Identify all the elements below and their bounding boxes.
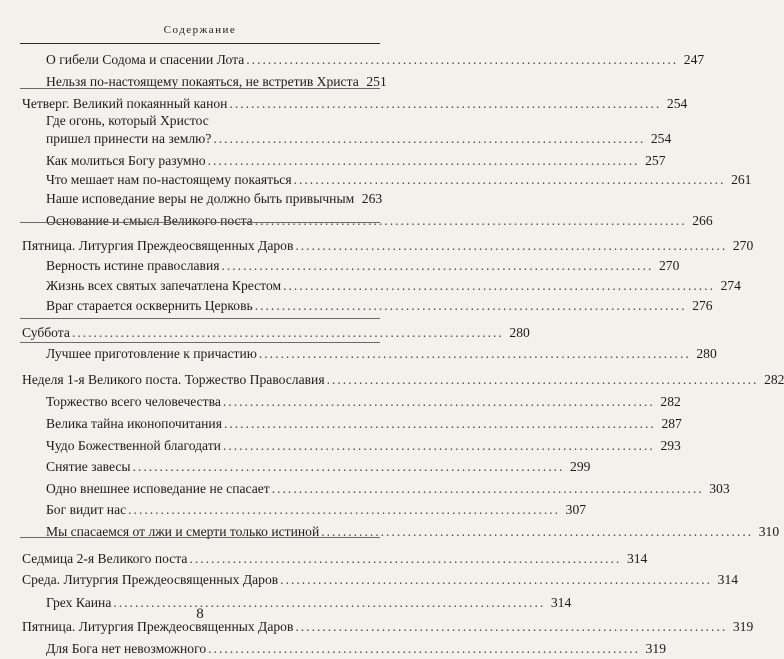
toc-subentry <box>0 479 730 499</box>
toc-leader-dots: ................................................................................ <box>254 213 687 228</box>
toc-row <box>22 323 530 343</box>
toc-row <box>46 276 741 296</box>
toc-title: Грех Каина <box>46 595 112 610</box>
toc-subentry <box>0 414 682 434</box>
toc-row <box>46 457 591 477</box>
toc-row <box>46 50 705 70</box>
toc-row <box>46 479 730 499</box>
toc-page-number: 247 <box>683 52 705 67</box>
toc-page-number: 293 <box>660 438 681 453</box>
toc-title: Жизнь всех святых запечатлена Крестом <box>46 278 282 293</box>
toc-leader-dots: ................................................................................ <box>295 238 728 253</box>
toc-leader-dots: ................................................................................ <box>280 572 713 587</box>
toc-title: Бог видит нас <box>46 502 127 517</box>
toc-row <box>22 549 648 569</box>
toc-subentry <box>0 211 713 231</box>
toc-subentry <box>0 276 741 296</box>
toc-subentry <box>0 72 400 92</box>
toc-subentry <box>0 170 752 190</box>
toc-row <box>46 639 667 659</box>
toc-leader-dots: ................................................................................ <box>321 524 754 539</box>
toc-leader-dots: ................................................................................ <box>222 438 655 453</box>
toc-title: Враг старается осквернить Церковь <box>46 298 253 313</box>
toc-title: Пятница. Литургия Преждеосвященных Даров <box>22 619 294 634</box>
toc-title: Как молиться Богу разумно <box>46 153 206 168</box>
toc-title: Где огонь, который Христос <box>46 113 209 128</box>
toc-row <box>46 189 383 209</box>
toc-title: Пятница. Литургия Преждеосвященных Даров <box>22 238 294 253</box>
toc-title: Неделя 1-я Великого поста. Торжество Православия <box>22 372 325 387</box>
toc-leader-dots: ................................................................................ <box>223 416 656 431</box>
toc-leader-dots: ................................................................................ <box>271 481 704 496</box>
section-divider <box>20 537 380 538</box>
toc-page-number: 319 <box>732 619 754 634</box>
toc-title: Одно внешнее исповедание не спасает <box>46 481 270 496</box>
toc-leader-dots: ................................................................................ <box>189 551 622 566</box>
toc-row <box>46 256 680 276</box>
toc-leader-dots: ................................................................................ <box>283 278 715 293</box>
toc-page-number: 280 <box>509 325 530 340</box>
toc-page-number: 282 <box>660 394 681 409</box>
toc-leader-dots: ................................................................................ <box>128 502 561 517</box>
toc-row <box>46 129 672 149</box>
toc-page-number: 254 <box>650 131 672 146</box>
toc-subentry <box>0 392 681 412</box>
toc-page-number: 251 <box>366 74 387 89</box>
toc-page-number: 270 <box>658 258 680 273</box>
toc-page-number: 274 <box>720 278 741 293</box>
toc-title: Среда. Литургия Преждеосвященных Даров <box>22 572 279 587</box>
toc-title: Суббота <box>22 325 70 340</box>
toc-page-number: 319 <box>645 641 667 656</box>
toc-page-number: 276 <box>692 298 713 313</box>
toc-page-number: 282 <box>764 372 784 387</box>
toc-title: О гибели Содома и спасении Лота <box>46 52 245 67</box>
toc-subentry <box>0 639 667 659</box>
section-divider <box>20 342 380 343</box>
toc-title: Нельзя по-настоящему покаяться, не встретив Христа <box>46 74 359 89</box>
toc-row <box>22 370 784 390</box>
toc-page-number: 280 <box>696 346 717 361</box>
toc-row <box>46 500 587 520</box>
toc-title: Для Бога нет невозможного <box>46 641 207 656</box>
toc-page-number: 261 <box>731 172 752 187</box>
section-divider <box>20 88 380 89</box>
toc-subentry <box>0 189 400 209</box>
toc-leader-dots: ................................................................................ <box>295 619 728 634</box>
toc-page-number: 263 <box>361 191 383 206</box>
toc-section-entry <box>0 236 754 256</box>
toc-page-number: 299 <box>570 459 591 474</box>
toc-subentry <box>0 129 672 149</box>
toc-subentry <box>0 151 666 171</box>
toc-title: пришел принести на землю? <box>46 131 212 146</box>
toc-title: Наше исповедание веры не должно быть привычным <box>46 191 355 206</box>
toc-subentry <box>0 111 400 131</box>
toc-row <box>22 570 739 590</box>
section-divider <box>20 222 380 223</box>
toc-row <box>46 296 713 316</box>
toc-title: Основание и смысл Великого поста <box>46 213 253 228</box>
toc-leader-dots: ................................................................................ <box>246 52 679 67</box>
toc-title: Снятие завесы <box>46 459 131 474</box>
toc-leader-dots: ................................................................................ <box>229 96 662 111</box>
page-number: 8 <box>196 606 204 622</box>
toc-leader-dots: ................................................................................ <box>258 346 691 361</box>
toc-page-number: 254 <box>666 96 688 111</box>
toc-subentry <box>0 50 705 70</box>
toc-subentry <box>0 344 717 364</box>
toc-leader-dots: ................................................................................ <box>213 131 646 146</box>
toc-row <box>46 111 378 131</box>
toc-leader-dots: ................................................................................ <box>132 459 565 474</box>
toc-leader-dots: ................................................................................ <box>207 153 640 168</box>
toc-subentry <box>0 296 713 316</box>
toc-page-number: 257 <box>645 153 666 168</box>
toc-row <box>46 170 752 190</box>
toc-page-number: 314 <box>626 551 648 566</box>
toc-row <box>46 72 387 92</box>
toc-subentry <box>0 256 680 276</box>
toc-title: Лучшее приготовление к причастию <box>46 346 257 361</box>
toc-row <box>46 151 666 171</box>
toc-row <box>46 211 713 231</box>
toc-title: Торжество всего человечества <box>46 394 221 409</box>
header-rule <box>20 43 380 44</box>
toc-leader-dots: ................................................................................ <box>326 372 759 387</box>
toc-page-number: 303 <box>709 481 730 496</box>
toc-section-entry <box>0 570 739 590</box>
toc-page-number: 314 <box>550 595 572 610</box>
toc-subentry <box>0 500 587 520</box>
toc-leader-dots: ................................................................................ <box>208 641 641 656</box>
toc-subentry <box>0 457 591 477</box>
toc-page-number: 270 <box>732 238 754 253</box>
toc-subentry <box>0 436 681 456</box>
toc-title: Верность истине православия <box>46 258 220 273</box>
toc-title: Седмица 2-я Великого поста <box>22 551 188 566</box>
toc-row <box>22 236 754 256</box>
toc-leader-dots: ................................................................................ <box>222 394 655 409</box>
toc-page-number: 314 <box>717 572 739 587</box>
toc-leader-dots: ................................................................................ <box>113 595 546 610</box>
section-divider <box>20 318 380 319</box>
toc-page-number: 307 <box>565 502 587 517</box>
toc-leader-dots: ................................................................................ <box>71 325 504 340</box>
toc-page-number: 266 <box>692 213 713 228</box>
toc-title: Велика тайна иконопочитания <box>46 416 222 431</box>
toc-title: Чудо Божественной благодати <box>46 438 221 453</box>
toc-row <box>46 392 681 412</box>
running-header: Содержание <box>163 24 237 36</box>
toc-page-number: 310 <box>758 524 780 539</box>
toc-row <box>46 414 682 434</box>
toc-section-entry <box>0 549 648 569</box>
toc-section-entry <box>0 370 784 390</box>
toc-leader-dots: ................................................................................ <box>221 258 654 273</box>
toc-section-entry <box>0 323 530 343</box>
toc-title: Четверг. Великий покаянный канон <box>22 96 228 111</box>
toc-leader-dots: ................................................................................ <box>254 298 687 313</box>
toc-row <box>46 344 717 364</box>
toc-row <box>46 522 780 542</box>
toc-subentry <box>0 522 780 542</box>
toc-page-number: 287 <box>661 416 682 431</box>
toc-row <box>46 436 681 456</box>
toc-title: Мы спасаемся от лжи и смерти только истиной <box>46 524 320 539</box>
toc-leader-dots: ................................................................................ <box>293 172 726 187</box>
toc-title: Что мешает нам по-настоящему покаяться <box>46 172 292 187</box>
